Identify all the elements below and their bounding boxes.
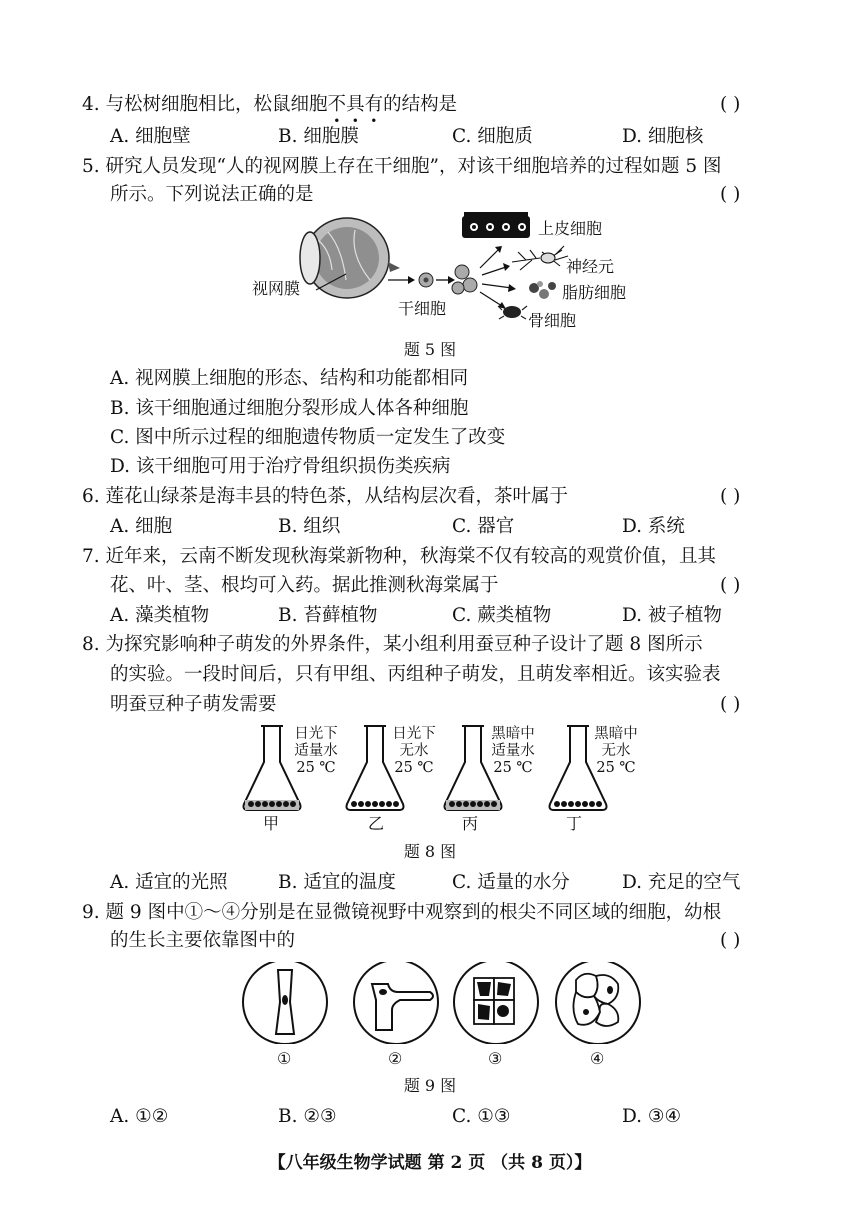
page-footer: 【八年级生物学试题 第 2 页 （共 8 页）】 bbox=[268, 1153, 592, 1173]
neuron-icon bbox=[512, 246, 568, 270]
q4-emphasis-1: 不 bbox=[327, 94, 347, 115]
q8-option-d: D. 充足的空气 bbox=[622, 872, 741, 893]
flask-bing-light: 黑暗中 bbox=[491, 726, 535, 742]
q5-figure-caption: 题 5 图 bbox=[403, 340, 457, 359]
flask-jia-name: 甲 bbox=[263, 814, 280, 833]
flask-jia-condition bbox=[286, 726, 346, 777]
q4-option-c: C. 细胞质 bbox=[452, 126, 533, 147]
flask-bing-name: 丙 bbox=[462, 814, 479, 833]
q9-option-b: B. ②③ bbox=[278, 1106, 337, 1127]
q4-answer-paren: ( ) bbox=[720, 94, 741, 115]
q9-figure-caption: 题 9 图 bbox=[403, 1076, 457, 1095]
root-cell-2-icon bbox=[354, 962, 438, 1044]
q7-option-d: D. 被子植物 bbox=[622, 605, 722, 626]
epithelial-cells-icon bbox=[462, 212, 530, 238]
fat-cell-label: 脂肪细胞 bbox=[562, 283, 627, 302]
q7-option-a: A. 藻类植物 bbox=[110, 605, 210, 626]
q7-option-b: B. 苔藓植物 bbox=[278, 605, 378, 626]
root-cell-1-icon bbox=[243, 962, 327, 1044]
stem-cell-label: 干细胞 bbox=[398, 299, 447, 318]
eye-illustration bbox=[300, 218, 400, 298]
q6-option-b: B. 组织 bbox=[278, 516, 341, 537]
bone-cell-label: 骨细胞 bbox=[528, 311, 577, 330]
q7-option-c: C. 蕨类植物 bbox=[452, 605, 552, 626]
q8-option-b: B. 适宜的温度 bbox=[278, 872, 396, 893]
q9-option-c: C. ①③ bbox=[452, 1106, 511, 1127]
flask-ding-condition bbox=[586, 726, 646, 777]
flask-yi-name: 乙 bbox=[368, 814, 385, 833]
flask-jia-temp: 25 ℃ bbox=[296, 760, 336, 776]
circle-1-label: ① bbox=[277, 1049, 292, 1068]
q8-stem-line1: 8. 为探究影响种子萌发的外界条件，某小组利用蚕豆种子设计了题 8 图所示 bbox=[82, 634, 703, 655]
q4-stem bbox=[82, 92, 457, 118]
q8-stem-line3: 明蚕豆种子萌发需要 bbox=[110, 694, 277, 715]
q9-circles-figure bbox=[240, 962, 650, 1044]
q5-option-c: C. 图中所示过程的细胞遗传物质一定发生了改变 bbox=[110, 427, 506, 448]
root-cell-3-icon bbox=[454, 962, 538, 1044]
q8-option-c: C. 适量的水分 bbox=[452, 872, 570, 893]
q4-stem-part2: 的结构是 bbox=[383, 94, 458, 115]
q8-answer-paren: ( ) bbox=[720, 694, 741, 715]
q4-emphasis-2: 具 bbox=[346, 94, 365, 115]
q5-stem-line1: 5. 研究人员发现“人的视网膜上存在干细胞”，对该干细胞培养的过程如题 5 图 bbox=[82, 156, 722, 177]
circle-3-label: ③ bbox=[488, 1049, 503, 1068]
flask-bing-condition bbox=[483, 726, 543, 777]
q9-answer-paren: ( ) bbox=[720, 930, 741, 951]
q6-option-d: D. 系统 bbox=[622, 516, 685, 537]
flask-yi-water: 无水 bbox=[399, 743, 429, 759]
flask-yi-condition bbox=[384, 726, 444, 777]
q6-option-a: A. 细胞 bbox=[110, 516, 173, 537]
q5-stem-line2: 所示。下列说法正确的是 bbox=[110, 184, 314, 205]
flask-jia-water: 适量水 bbox=[294, 743, 338, 759]
q5-option-b: B. 该干细胞通过细胞分裂形成人体各种细胞 bbox=[110, 398, 469, 419]
q5-option-a: A. 视网膜上细胞的形态、结构和功能都相同 bbox=[110, 368, 469, 389]
epithelial-cell-label: 上皮细胞 bbox=[538, 219, 603, 238]
q4-option-b: B. 细胞膜 bbox=[278, 126, 359, 147]
q8-option-a: A. 适宜的光照 bbox=[110, 872, 228, 893]
retina-label: 视网膜 bbox=[252, 279, 301, 298]
flask-ding-temp: 25 ℃ bbox=[596, 760, 636, 776]
circle-4-label: ④ bbox=[590, 1049, 605, 1068]
flask-jia-light: 日光下 bbox=[294, 726, 338, 742]
q7-answer-paren: ( ) bbox=[720, 575, 741, 596]
flask-bing-temp: 25 ℃ bbox=[493, 760, 533, 776]
q8-figure-caption: 题 8 图 bbox=[403, 842, 457, 861]
q5-option-d: D. 该干细胞可用于治疗骨组织损伤类疾病 bbox=[110, 456, 451, 477]
q9-option-a: A. ①② bbox=[110, 1106, 169, 1127]
root-cell-4-icon bbox=[556, 962, 640, 1044]
q4-emphasis-3: 有 bbox=[364, 94, 384, 115]
flask-ding-name: 丁 bbox=[566, 814, 583, 833]
flask-ding-water: 无水 bbox=[601, 743, 631, 759]
dividing-cells-icon bbox=[452, 265, 477, 294]
q6-answer-paren: ( ) bbox=[720, 486, 741, 507]
circle-2-label: ② bbox=[388, 1049, 403, 1068]
q7-stem-line1: 7. 近年来，云南不断发现秋海棠新物种，秋海棠不仅有较高的观赏价值，且其 bbox=[82, 546, 717, 567]
flask-yi-temp: 25 ℃ bbox=[394, 760, 434, 776]
flask-yi-light: 日光下 bbox=[392, 726, 436, 742]
flask-bing-water: 适量水 bbox=[491, 743, 535, 759]
q9-option-d: D. ③④ bbox=[622, 1106, 682, 1127]
q9-stem-line2: 的生长主要依靠图中的 bbox=[110, 930, 296, 951]
q6-stem: 6. 莲花山绿茶是海丰县的特色茶，从结构层次看，茶叶属于 bbox=[82, 486, 569, 507]
fat-cells-icon bbox=[529, 281, 556, 299]
q9-stem-line1: 9. 题 9 图中①～④分别是在显微镜视野中观察到的根尖不同区域的细胞，幼根 bbox=[82, 902, 722, 923]
q7-stem-line2: 花、叶、茎、根均可入药。据此推测秋海棠属于 bbox=[110, 575, 499, 596]
q5-answer-paren: ( ) bbox=[720, 184, 741, 205]
q4-stem-part1: 4. 与松树细胞相比，松鼠细胞 bbox=[82, 94, 328, 115]
neuron-label: 神经元 bbox=[566, 257, 615, 276]
q4-option-a: A. 细胞壁 bbox=[110, 126, 191, 147]
flask-ding-light: 黑暗中 bbox=[594, 726, 638, 742]
q6-option-c: C. 器官 bbox=[452, 516, 515, 537]
q4-option-d: D. 细胞核 bbox=[622, 126, 704, 147]
q8-stem-line2: 的实验。一段时间后，只有甲组、丙组种子萌发，且萌发率相近。该实验表 bbox=[110, 664, 721, 685]
